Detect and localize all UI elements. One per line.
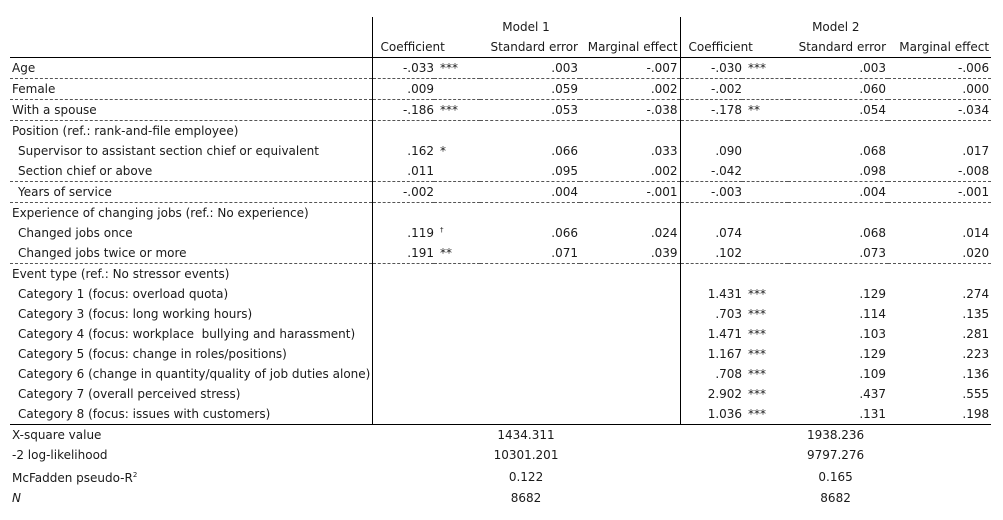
m2-coef: -.003 [680,182,742,203]
m1-se: .066 [551,226,578,240]
m2-se: .073 [788,243,888,264]
m1-se: .095 [480,161,580,182]
m1-se: .071 [480,243,580,264]
m1-coef: .009 [372,79,434,100]
m1-stat: 0.122 [508,469,544,484]
row-label: Category 5 (focus: change in roles/positions) [18,347,287,361]
table-row [10,404,991,425]
m1-sig: † [440,226,444,234]
section-label: Event type (ref.: No stressor events) [12,267,230,281]
model-header-row [10,17,991,37]
table-row [10,304,991,324]
m2-coef: -.042 [680,161,742,182]
m1-stat: 8682 [510,491,542,505]
stat-label-superscript: 2 [132,471,138,479]
m2-me: .223 [962,347,990,361]
m2-coef: .090 [680,141,742,161]
m2-sig [742,182,788,203]
m1-coef: -.186 [372,100,434,121]
m2-sig [742,141,788,161]
m2-coef: 1.036 [680,404,742,425]
m1-coef: -.033 [372,58,434,79]
table-row [10,384,991,404]
stats-row [10,465,991,488]
m2-me: -.008 [888,161,991,182]
table-row [10,100,991,121]
m2-coef: .074 [680,223,742,243]
table-row [10,243,991,264]
m1-sig [434,182,480,203]
m2-se: .437 [859,387,887,401]
m1-coef: .011 [372,161,434,182]
m2-me-header: Marginal effect [888,37,991,58]
m2-me: -.001 [888,182,991,203]
m2-sig [742,243,788,264]
row-label: Changed jobs once [18,226,133,240]
column-header-row [10,37,991,58]
m2-sig [742,79,788,100]
m2-sig: *** [748,367,767,381]
m2-coef: 1.471 [680,324,742,344]
m1-coef: .119 [372,223,434,243]
m2-se: .109 [859,367,887,381]
table-row [10,79,991,100]
m1-me: -.038 [580,100,680,121]
m2-coef: -.002 [680,79,742,100]
m2-se: .068 [859,144,887,158]
m1-coef: .191 [372,243,434,264]
m2-stat: 8682 [820,491,851,505]
m2-sig: *** [748,327,767,341]
m1-me: .033 [650,144,678,158]
m2-me: .000 [888,79,991,100]
m1-me: .024 [650,226,678,240]
stat-label: X-square value [10,425,372,446]
m2-me: .555 [962,387,990,401]
m1-stat: 1434.311 [372,425,680,446]
table-row [10,58,991,79]
m2-coef: 1.431 [680,284,742,304]
stat-label-text: McFadden pseudo-R [12,471,133,485]
m1-se-header: Standard error [480,37,580,58]
m1-me: .002 [580,79,680,100]
m2-stat: 1938.236 [680,425,991,446]
m2-coef: 1.167 [680,344,742,364]
row-label: Category 3 (focus: long working hours) [18,307,253,321]
m2-me: -.034 [888,100,991,121]
stats-row [10,425,991,446]
table-row [10,284,991,304]
stat-label [10,465,372,488]
m2-se: .098 [788,161,888,182]
m2-me: .274 [962,287,990,301]
m1-sig [434,161,480,182]
m2-sig: ** [742,100,788,121]
m1-se: .053 [480,100,580,121]
m2-me: .198 [962,407,990,421]
m1-se: .003 [480,58,580,79]
row-label: Category 4 (focus: workplace bullying and harassment) [18,327,356,341]
row-label: Section chief or above [10,161,372,182]
table-row [10,344,991,364]
m1-sig: * [440,144,446,158]
table-row [10,364,991,384]
m2-sig [742,223,788,243]
m2-sig: *** [748,387,767,401]
m2-me: .017 [962,144,990,158]
row-label: Female [10,79,372,100]
row-label: Category 7 (overall perceived stress) [18,387,241,401]
m2-se: .054 [788,100,888,121]
section-label: Experience of changing jobs (ref.: No experience) [12,206,309,220]
m2-sig: *** [748,287,767,301]
m2-me: .136 [962,367,990,381]
m2-coef: -.030 [680,58,742,79]
row-label: Changed jobs twice or more [10,243,372,264]
section-header-row [10,203,991,224]
m2-sig: *** [748,347,767,361]
m2-se: .003 [788,58,888,79]
m1-me: .002 [580,161,680,182]
m2-se: .060 [788,79,888,100]
stats-row [10,445,991,465]
m2-me: -.006 [888,58,991,79]
m1-me: -.001 [580,182,680,203]
m2-coef: -.178 [680,100,742,121]
model1-header: Model 1 [372,17,680,37]
m2-se: .114 [859,307,887,321]
m2-me: .014 [962,226,990,240]
m2-me: .135 [962,307,990,321]
m2-coef: .708 [680,364,742,384]
m1-se: .066 [551,144,578,158]
m2-sig: *** [742,58,788,79]
table-row [10,161,991,182]
m1-se: .004 [480,182,580,203]
model2-header: Model 2 [680,17,991,37]
m2-coefficient-header: Coefficient [680,37,788,58]
m1-stat: 10301.201 [493,448,559,462]
regression-table [10,17,991,508]
m1-coefficient-header: Coefficient [372,37,480,58]
m1-me: -.007 [580,58,680,79]
m2-coef: .703 [680,304,742,324]
m1-se: .059 [480,79,580,100]
m1-me: .039 [580,243,680,264]
m2-se: .068 [859,226,887,240]
m2-coef: .102 [680,243,742,264]
m1-coef: .162 [372,141,434,161]
section-label: Position (ref.: rank-and-file employee) [12,124,239,138]
m2-sig [742,161,788,182]
row-label: Years of service [10,182,372,203]
row-label: Category 6 (change in quantity/quality of job duties alone) [18,367,371,381]
m2-me: .281 [962,327,990,341]
m1-sig: ** [434,243,480,264]
m2-sig: *** [748,307,767,321]
row-label: With a spouse [10,100,372,121]
m2-se: .129 [859,347,887,361]
row-label: Supervisor to assistant section chief or equivalent [18,144,319,158]
m1-me-header: Marginal effect [580,37,680,58]
stat-label: -2 log-likelihood [12,448,108,462]
m2-se: .103 [859,327,887,341]
row-label: Age [10,58,372,79]
m2-me: .020 [888,243,991,264]
m2-se: .004 [788,182,888,203]
m2-se-header: Standard error [788,37,888,58]
m2-coef: 2.902 [680,384,742,404]
row-label: Category 8 (focus: issues with customers) [18,407,271,421]
section-header-row [10,264,991,285]
m1-sig: *** [434,100,480,121]
m1-sig [434,79,480,100]
table-row [10,182,991,203]
section-header-row [10,121,991,142]
table-row [10,324,991,344]
m2-stat: 0.165 [818,469,853,484]
table-row [10,223,991,243]
stats-row [10,488,991,508]
stat-label: N [12,491,21,505]
m2-sig: *** [748,407,767,421]
row-label: Category 1 (focus: overload quota) [18,287,229,301]
m2-se: .129 [859,287,887,301]
table-row [10,141,991,161]
m1-coef: -.002 [372,182,434,203]
m2-stat: 9797.276 [806,448,865,462]
m2-se: .131 [859,407,887,421]
m1-sig: *** [434,58,480,79]
